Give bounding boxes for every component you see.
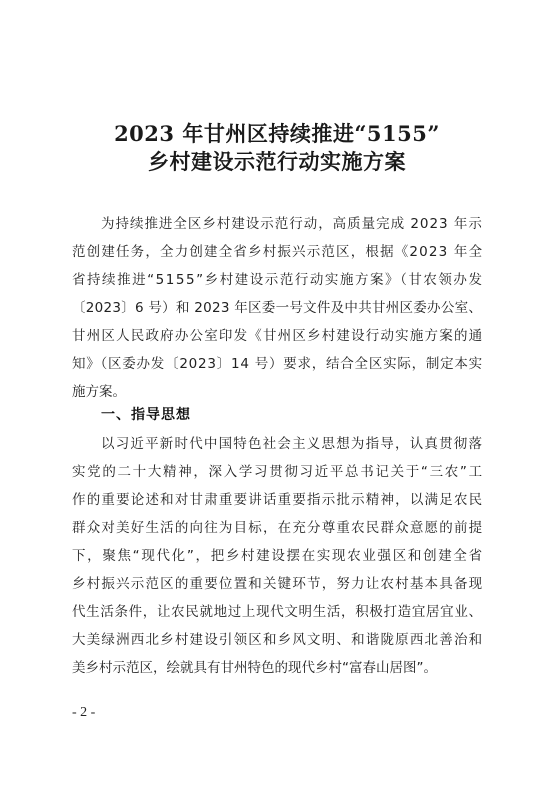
intro-paragraph-line: 为持续推进全区乡村建设示范行动，高质量完成 2023 年示 (101, 216, 483, 232)
page-number: - 2 - (72, 705, 96, 720)
section1-paragraph-line: 下，聚焦“现代化”，把乡村建设摆在实现农业强区和创建全省 (72, 548, 484, 564)
intro-paragraph-line: 施方案。 (72, 384, 126, 400)
section1-paragraph-line: 作的重要论述和对甘肃重要讲话重要指示批示精神，以满足农民 (72, 492, 484, 508)
section1-paragraph-line: 代生活条件，让农民就地过上现代文明生活，积极打造宜居宜业、 (72, 604, 483, 620)
intro-paragraph-line: 甘州区人民政府办公室印发《甘州区乡村建设行动实施方案的通 (72, 328, 484, 344)
document-title-line-1: 2023 年甘州区持续推进“5155” (114, 121, 440, 146)
section-heading-guiding-ideology: 一、指导思想 (101, 407, 191, 423)
intro-paragraph-line: 〔2023〕6 号）和 2023 年区委一号文件及中共甘州区委办公室、 (72, 300, 483, 316)
intro-paragraph-line: 范创建任务，全力创建全省乡村振兴示范区，根据《2023 年全 (72, 244, 484, 260)
document-title-line-2: 乡村建设示范行动实施方案 (148, 149, 406, 174)
section1-paragraph-line: 大美绿洲西北乡村建设引领区和乡风文明、和谐陇原西北善治和 (72, 632, 484, 648)
section1-paragraph-line: 以习近平新时代中国特色社会主义思想为指导，认真贯彻落 (101, 436, 484, 452)
intro-paragraph-line: 省持续推进“5155”乡村建设示范行动实施方案》（甘农领办发 (72, 272, 484, 288)
section1-paragraph-line: 乡村振兴示范区的重要位置和关键环节，努力让农村基本具备现 (72, 576, 484, 592)
section1-paragraph-line: 实党的二十大精神，深入学习贯彻习近平总书记关于“三农”工 (72, 464, 484, 480)
section1-paragraph-line: 群众对美好生活的向往为目标，在充分尊重农民群众意愿的前提 (72, 520, 484, 536)
section1-paragraph-line: 美乡村示范区，绘就具有甘州特色的现代乡村“富春山居图”。 (72, 660, 437, 676)
intro-paragraph-line: 知》（区委办发〔2023〕14 号）要求，结合全区实际，制定本实 (72, 356, 483, 372)
